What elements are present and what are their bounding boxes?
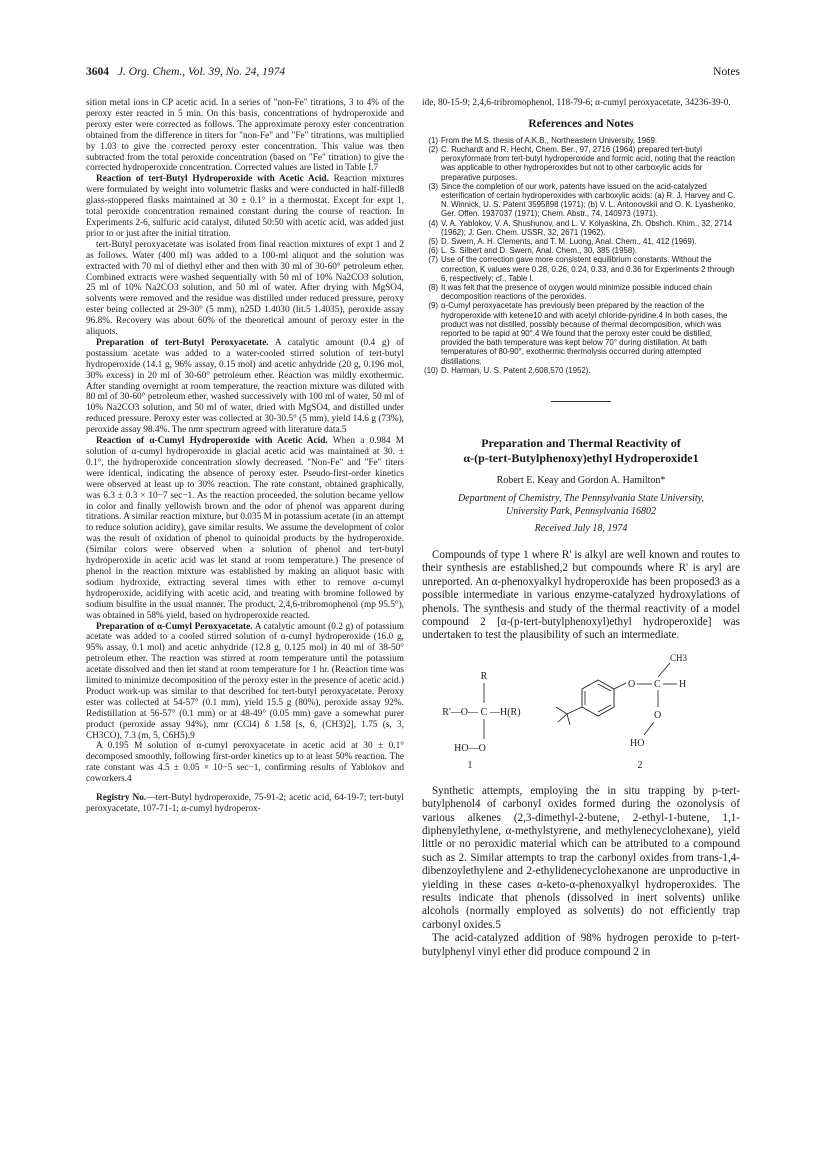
paragraph: A 0.195 M solution of α-cumyl peroxyacetate in acetic acid at 30 ± 0.1° decomposed smoothly, following first-order kinetics up to at least 50% reaction. The rate constant was 4.5 ± 0.05 × 10−5 sec−1, confirming results of Yablokov and coworkers.4 xyxy=(86,741,404,785)
reference-item xyxy=(422,145,740,182)
run-in-heading: Preparation of α-Cumyl Peroxyacetate. xyxy=(96,621,253,632)
reference-text: Use of the correction gave more consistent equilibrium constants. Without the correction, K values were 0.28, 0.26, 0.24, 0.33, and 0.36 for Experiments 2 through 6, respectively; cf., Table I. xyxy=(441,255,735,283)
reference-item xyxy=(422,246,740,255)
reference-text: C. Ruchardt and R. Hecht, Chem. Ber., 97, 2716 (1964) prepared tert-butyl peroxyformate from tert-butyl hydroperoxide and formic acid, noting that the reaction was applicable to other hydroperoxides but not to other carboxylic acids for preparative purposes. xyxy=(441,145,735,182)
section-label: Notes xyxy=(713,66,740,78)
reference-item xyxy=(422,283,740,301)
paragraph: tert-Butyl peroxyacetate was isolated from final reaction mixtures of expt 1 and 2 as follows. Water (400 ml) was added to a 100-ml aliquot and the solution was extracted with 70 ml of diethyl ether and then with 30 ml of 30-60° petroleum ether. Combined extracts were washed sequentially with 50 ml of 10% Na2CO3 solution, 25 ml of 10% Na2CO3 solution, and 50 ml of water. After drying with MgSO4, solvents were removed and the residue was distilled under reduced pressure, peroxy ester being collected at 29-30° (5 mm), n25D 1.4030 (lit.5 1.4035), peroxide assay 96.8%. Recovery was about 60% of the theoretical amount of peroxy ester in the aliquots. xyxy=(86,239,404,338)
reference-text: L. S. Silbert and D. Swern, Anal. Chem., 30, 385 (1958). xyxy=(441,246,638,256)
reference-number: (7) xyxy=(428,255,438,265)
run-in-heading: Preparation of tert-Butyl Peroxyacetate. xyxy=(96,337,269,348)
paragraph: Compounds of type 1 where R' is alkyl are well known and routes to their synthesis are established,2 but compounds where R' is aryl are unreported. An α-phenoxyalkyl hydroperoxide has been proposed3 as a possible intermediate in various enzyme-catalyzed hydroxylations of phenols. The synthesis and study of the thermal reactivity of a model compound 2 [α-(p-tert-butylphenoxyl)ethyl hydroperoxide] was undertaken to test the plausibility of such an intermediate. xyxy=(422,548,740,642)
c2-carbon: C xyxy=(654,678,661,690)
c1-hydroperoxy: HO—O xyxy=(454,742,486,754)
article-affiliation: Department of Chemistry, The Pennsylvania State University, University Park, Pennsylvania 16802 xyxy=(457,493,705,517)
structures-svg xyxy=(422,643,740,785)
registry-numbers: Registry No.—tert-Butyl hydroperoxide, 75-91-2; acetic acid, 64-19-7; tert-butyl peroxyacetate, 107-71-1; α-cumyl hydroperox- xyxy=(86,793,404,814)
c2-hydroxyl: HO xyxy=(630,737,645,749)
article-title: Preparation and Thermal Reactivity of α-(p-tert-Butylphenoxy)ethyl Hydroperoxide1 xyxy=(463,436,699,466)
left-column xyxy=(86,98,404,815)
section-divider xyxy=(551,401,611,402)
c2-hydrogen: H xyxy=(679,678,687,690)
reference-number: (2) xyxy=(428,145,438,155)
reference-text: From the M.S. thesis of A.K.B., Northeastern University, 1969. xyxy=(441,135,658,145)
reference-item xyxy=(422,237,740,246)
paragraph: Preparation of α-Cumyl Peroxyacetate. A catalytic amount (0.2 g) of potassium acetate was added to a cooled stirred solution of α-cumyl hydroperoxide (16.0 g, 95% assay, 0.1 mol) and acetic anhydride (12.8 g, 0.125 mol) in 40 ml of 38-50° petroleum ether. The reaction was stirred at room temperature until the potassium acetate dissolved and then let stand at room temperature for 1 hr. (Reaction time was limited to minimize decomposition of the peroxy ester in the presence of acetic acid.) Product work-up was similar to that described for tert-butyl peroxyacetate. Peroxy ester was collected at 54-57° (0.1 mm), yield 15.5 g (80%), peroxide assay 92%. Redistillation at 56-57° (0.1 mm) or at 48-49° (0.05 mm) gave a somewhat purer product (peroxide assay 94%), nmr (CCl4) δ 1.58 [s, 6, (CH3)2], 1.75 (s, 3, CH3CO), 7.3 (m, 5, C6H5).9 xyxy=(86,621,404,741)
registry-label: Registry No. xyxy=(96,793,147,804)
run-in-heading: Reaction of α-Cumyl Hydroperoxide with Acetic Acid. xyxy=(96,436,328,447)
reference-number: (5) xyxy=(428,237,438,247)
reference-number: (6) xyxy=(428,246,438,256)
c1-r-label: R xyxy=(480,670,488,682)
reference-item xyxy=(422,136,740,145)
references-heading: References and Notes xyxy=(528,117,634,130)
reference-item xyxy=(422,255,740,283)
right-column xyxy=(422,98,740,959)
c2-ether-oxygen: O xyxy=(628,678,636,690)
page-number: 3604 xyxy=(86,66,109,78)
c1-right-group: —H(R) xyxy=(490,706,521,718)
reference-number: (10) xyxy=(423,365,438,375)
paragraph: The acid-catalyzed addition of 98% hydrogen peroxide to p-tert-butylphenyl vinyl ether did produce compound 2 in xyxy=(422,932,740,958)
reference-text: Since the completion of our work, patents have issued on the acid-catalyzed esterification of certain hydroperoxides with carboxylic acids: (a) R. J. Harvey and C. N. Winnick, U. S. Patent 3595898 (1971); (b) V. L. Antonovskii and O. K. Lyashenko, Ger. Offen. 1937037 (1971); Chem. Abstr., 74, 140973 (1971). xyxy=(441,181,736,219)
c1-left-group: R'—O— xyxy=(442,706,478,718)
reference-item xyxy=(422,301,740,365)
reference-number: (8) xyxy=(428,283,438,293)
paragraph: Synthetic attempts, employing the in situ trapping by p-tert-butylphenol4 of carbonyl oxides formed during the ozonolysis of various alkenes (2,3-dimethyl-2-butene, 2-ethyl-1-butene, 1,1-diphenylethylene, α-methylstyrene, and methylenecyclohexane), yield little or no peroxidic material which can be attributed to a compound such as 2. Similar attempts to trap the carbonyl oxides from trans-1,4-dibenzoylethylene and 2-ethylidenecyclohexanone are unproductive in yielding in these cases α-keto-α-phenoxyalkyl hydroperoxides. The results indicate that phenols (dissolved in inert solvents) unlike alcohols (normally employed as solvents) do not efficiently trap carbonyl oxides.5 xyxy=(422,784,740,931)
run-in-heading: Reaction of tert-Butyl Hydroperoxide with Acetic Acid. xyxy=(96,174,329,185)
paragraph: Preparation of tert-Butyl Peroxyacetate. A catalytic amount (0.4 g) of postassium acetate was added to a water-cooled stirred solution of tert-butyl hydroperoxide (14.1 g, 96% assay, 0.15 mol) and acetic anhydride (20 g, 0.196 mol, 30% excess) in 20 ml of 30-60° petroleum ether. Reaction was mildly exothermic. After standing overnight at room temperature, the reaction mixture was diluted with 80 ml of 30-60° petroleum ether, washed successively with 100 ml of water, 50 ml of 10% Na2CO3 solution, and 50 ml of water, dried with MgSO4, and distilled under reduced pressure. Peroxy ester was collected at 30-30.5° (5 mm), yield 14.6 g (73%), peroxide assay 98.4%. The nmr spectrum agreed with literature data.5 xyxy=(86,337,404,436)
reference-item xyxy=(422,182,740,219)
reference-text: V. A. Yablokov, V. A. Shushunov, and L. V. Kolyaskina, Zh. Obshch. Khim., 32, 2714 (1962); J. Gen. Chem. USSR, 32, 2671 (1962). xyxy=(441,218,733,237)
c1-compound-number: 1 xyxy=(467,759,473,771)
page-header xyxy=(86,66,740,84)
received-date: Received July 18, 1974 xyxy=(534,523,628,534)
c2-peroxy-oxygen: O xyxy=(654,709,662,721)
reference-text: D. Harman, U. S. Patent 2,608,570 (1952). xyxy=(441,365,591,375)
references-list xyxy=(422,136,740,375)
chemical-structures-figure xyxy=(422,643,740,785)
reference-text: α-Cumyl peroxyacetate has previously been prepared by the reaction of the hydroperoxide with ketene10 and with acetyl chloride-pyridine.4 In both cases, the product was not distilled, possibly because of thermal decomposition, which was reported to be rapid at 90°.4 We found that the peroxy ester could be distilled, provided the bath temperature was kept below 70° during distillation. At bath temperatures of 80-90°, exothermic thermolysis occurred during attempted distillations. xyxy=(441,301,728,366)
reference-text: It was felt that the presence of oxygen would minimize possible induced chain decomposition reactions of the peroxides. xyxy=(441,283,713,302)
paragraph: Reaction of α-Cumyl Hydroperoxide with Acetic Acid. When a 0.984 M solution of α-cumyl hydroperoxide in glacial acetic acid was maintained at 30. ± 0.1°, the hydroperoxide concentration slowly decreased. "Non-Fe" and "Fe" titers were identical, indicating the absence of peroxy ester. Pseudo-first-order kinetics were observed at least up to 30% reaction. The rate constant, obtained graphically, was 6.3 ± 0.3 × 10−7 sec−1. As the reaction proceeded, the solution became yellow in color and finally yellowish brown and the odor of phenol was apparent during titrations. A similar reaction mixture, but 0.035 M in potassium acetate (in an attempt to reduce solution acidity), gave similar results. We assume the development of color was the result of oxidation of phenol to quinoidal products by the hydroperoxide. (Similar colors were observed when a solution of phenol and tert-butyl hydroperoxide in acetic acid was let stand at room temperature.) The presence of phenol in the reaction mixture was established by making an aliquot basic with sodium hydroxide, extracting several times with ether to remove α-cumyl hydroperoxide, acidifying with acetic acid, and treating with bromine followed by sodium bisulfite in the usual manner. The product, 2,4,6-tribromophenol (mp 95.5°), was obtained in 58% yield, based on hydroperoxide reacted. xyxy=(86,436,405,621)
c1-carbon: C xyxy=(480,706,488,718)
article-authors: Robert E. Keay and Gordon A. Hamilton* xyxy=(496,475,666,487)
reference-item xyxy=(422,219,740,237)
reference-number: (9) xyxy=(428,301,438,311)
reference-text: D. Swern, A. H. Clements, and T. M. Luong, Anal. Chem., 41, 412 (1969). xyxy=(441,237,697,247)
paragraph: sition metal ions in CP acetic acid. In a series of "non-Fe" titrations, 3 to 4% of the peroxy ester reacted in 5 min. On this basis, concentrations of hydroperoxide and peroxy ester were corrected as follows. The approximate peroxy ester concentration obtained from the difference in titers for "non-Fe" and "Fe" titrations, was multiplied by 1.03 to give the corrected peroxy ester concentration. This value was then subtracted from the total peroxide concentration (based on "Fe" titration) to give the corrected hydroperoxide concentration. Corrected values are listed in Table I.7 xyxy=(86,98,404,174)
journal-citation: J. Org. Chem., Vol. 39, No. 24, 1974 xyxy=(117,66,286,78)
reference-number: (4) xyxy=(428,218,438,228)
reference-number: (3) xyxy=(428,181,438,191)
registry-continued: ide, 80-15-9; 2,4,6-tribromophenol, 118-79-6; α-cumyl peroxyacetate, 34236-39-0. xyxy=(422,98,731,108)
reference-item xyxy=(422,366,740,375)
reference-number: (1) xyxy=(428,135,438,145)
paragraph: Reaction of tert-Butyl Hydroperoxide with Acetic Acid. Reaction mixtures were formulated by weight into volumetric flasks and were conducted in half-filled8 glass-stoppered flasks maintained at 30 ± 0.1° in a thermostat. Except for expt 1, total peroxide concentration remained constant during the course of reaction. In Experiments 2-6, sulfuric acid catalyst, diluted 50:50 with acetic acid, was added just prior to or just after the initial titration. xyxy=(86,174,404,239)
c2-compound-number: 2 xyxy=(637,759,643,771)
c2-methyl: CH3 xyxy=(670,652,688,663)
